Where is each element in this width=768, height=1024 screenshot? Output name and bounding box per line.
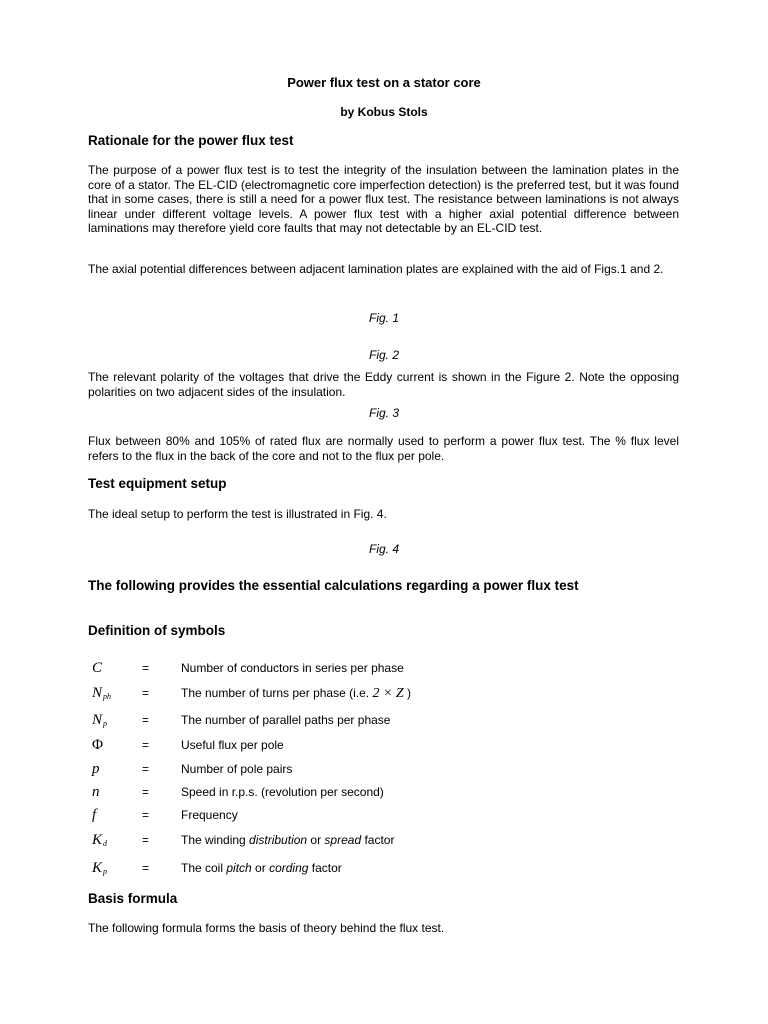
symbol-row [88, 806, 688, 826]
symbol: $N_p$ [92, 712, 108, 728]
symbol-row [88, 783, 688, 803]
figure-caption-3: Fig. 3 [368, 406, 399, 420]
symbol-description: Frequency [181, 808, 238, 822]
symbol-row [88, 684, 688, 704]
symbol-description: Number of conductors in series per phase [181, 661, 404, 675]
paragraph-basis-formula: The following formula forms the basis of theory behind the flux test. [88, 921, 445, 935]
paragraph-flux-level: Flux between 80% and 105% of rated flux are normally used to perform a power flux test. The % flux level refers to the flux in the back of the core and not to the flux per pole. [88, 434, 679, 463]
symbol-row [88, 659, 688, 679]
section-heading-calculations: The following provides the essential calculations regarding a power flux test [88, 578, 579, 593]
section-heading-rationale: Rationale for the power flux test [88, 133, 294, 148]
paragraph-axial-potential: The axial potential differences between adjacent lamination plates are explained with the aid of Figs.1 and 2. [88, 262, 664, 276]
symbol-row [88, 831, 688, 851]
symbol-description: Speed in r.p.s. (revolution per second) [181, 785, 384, 799]
equals-sign: = [142, 713, 150, 727]
symbol: Φ [92, 737, 103, 753]
symbol-description: The number of parallel paths per phase [181, 713, 391, 727]
equals-sign: = [142, 785, 150, 799]
equals-sign: = [142, 661, 150, 675]
symbol-row [88, 736, 688, 756]
symbol: p [92, 761, 100, 777]
symbol: $K_d$ [92, 832, 108, 848]
document-title: Power flux test on a stator core [287, 75, 481, 90]
paragraph-setup: The ideal setup to perform the test is illustrated in Fig. 4. [88, 507, 387, 521]
equals-sign: = [142, 861, 150, 875]
paragraph-rationale-purpose: The purpose of a power flux test is to test the integrity of the insulation between the lamination plates in the core of a stator. The EL-CID (electromagnetic core imperfection detection) is the preferred test, but it was found that in some cases, there is still a need for a power flux test. The resistance between laminations is not always linear under different voltage levels. A power flux test with a higher axial potential difference between laminations may therefore yield core faults that may not detectable by an EL-CID test. [88, 163, 679, 235]
section-heading-basis-formula: Basis formula [88, 891, 178, 906]
symbol-row [88, 760, 688, 780]
equals-sign: = [142, 738, 150, 752]
figure-caption-1: Fig. 1 [368, 311, 399, 325]
symbol: n [92, 784, 100, 800]
symbol-row [88, 859, 688, 879]
symbol-description: The winding distribution or spread factor [181, 833, 395, 847]
symbol: C [92, 660, 103, 676]
symbol-description: Useful flux per pole [181, 738, 284, 752]
symbol: $N_{ph}$ [92, 685, 112, 701]
symbol: $K_p$ [92, 860, 108, 876]
section-heading-symbols: Definition of symbols [88, 623, 226, 638]
figure-caption-4: Fig. 4 [368, 542, 399, 556]
symbol: f [92, 807, 97, 823]
equals-sign: = [142, 762, 150, 776]
symbol-row [88, 711, 688, 731]
symbol-description: The coil pitch or cording factor [181, 861, 342, 875]
equals-sign: = [142, 686, 150, 700]
paragraph-polarity: The relevant polarity of the voltages that drive the Eddy current is shown in the Figure 2. Note the opposing polarities on two adjacent sides of the insulation. [88, 370, 679, 399]
equals-sign: = [142, 808, 150, 822]
symbol-description: Number of pole pairs [181, 762, 293, 776]
figure-caption-2: Fig. 2 [368, 348, 399, 362]
author-byline: by Kobus Stols [340, 105, 428, 119]
section-heading-setup: Test equipment setup [88, 476, 227, 491]
symbol-description: The number of turns per phase (i.e. 2 × Z ) [181, 686, 412, 701]
equals-sign: = [142, 833, 150, 847]
